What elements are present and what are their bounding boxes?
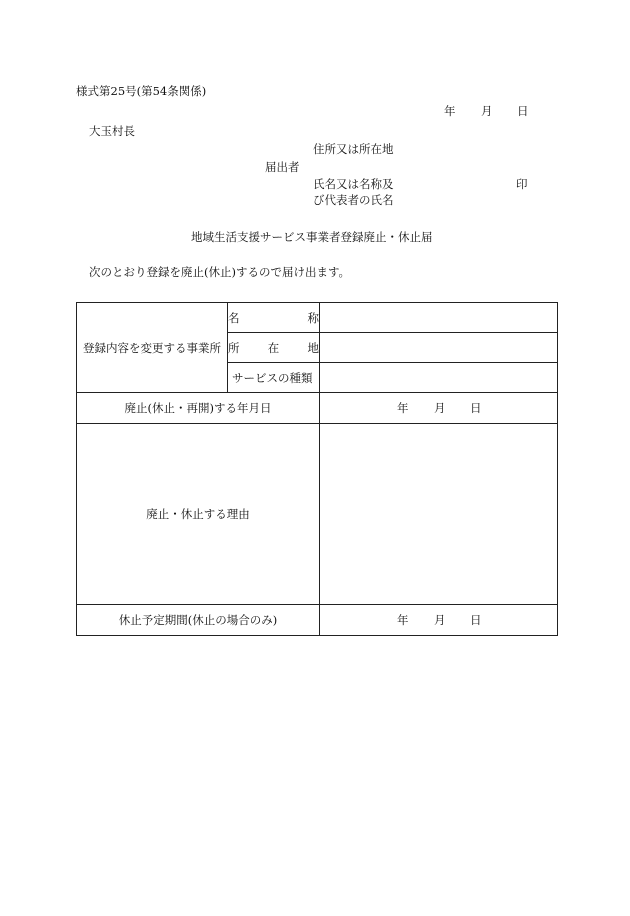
notification-table — [76, 302, 558, 636]
name-value-field[interactable] — [320, 303, 558, 333]
name-label: 名 称 — [228, 303, 320, 333]
form-number: 様式第25号(第54条関係) — [76, 84, 207, 98]
date-year: 年 — [444, 104, 456, 118]
table-row — [77, 393, 558, 424]
service-type-label: サービスの種類 — [228, 363, 320, 393]
location-value-field[interactable] — [320, 333, 558, 363]
intro-text: 次のとおり登録を廃止(休止)するので届け出ます。 — [89, 265, 351, 279]
addressee: 大玉村長 — [89, 124, 135, 138]
seal-mark: 印 — [516, 177, 528, 191]
service-type-value-field[interactable] — [320, 363, 558, 393]
submission-date — [0, 104, 630, 118]
table-row — [77, 303, 558, 333]
business-header: 登録内容を変更する事業所 — [77, 303, 228, 393]
date-day: 日 — [517, 104, 529, 118]
table-row — [77, 424, 558, 605]
table-row — [77, 605, 558, 636]
name-label-line1: 氏名又は名称及 — [313, 177, 394, 191]
document-title: 地域生活支援サービス事業者登録廃止・休止届 — [191, 230, 433, 244]
reason-label: 廃止・休止する理由 — [77, 424, 320, 605]
applicant-role-label: 届出者 — [265, 160, 300, 174]
suspension-period-field[interactable]: 年 月 日 — [320, 605, 558, 636]
abolition-date-field[interactable]: 年 月 日 — [320, 393, 558, 424]
location-label: 所 在 地 — [228, 333, 320, 363]
abolition-date-label: 廃止(休止・再開)する年月日 — [77, 393, 320, 424]
reason-value-field[interactable] — [320, 424, 558, 605]
name-label-line2: び代表者の氏名 — [313, 193, 394, 207]
address-label: 住所又は所在地 — [313, 142, 394, 156]
suspension-period-label: 休止予定期間(休止の場合のみ) — [77, 605, 320, 636]
date-month: 月 — [481, 104, 493, 118]
